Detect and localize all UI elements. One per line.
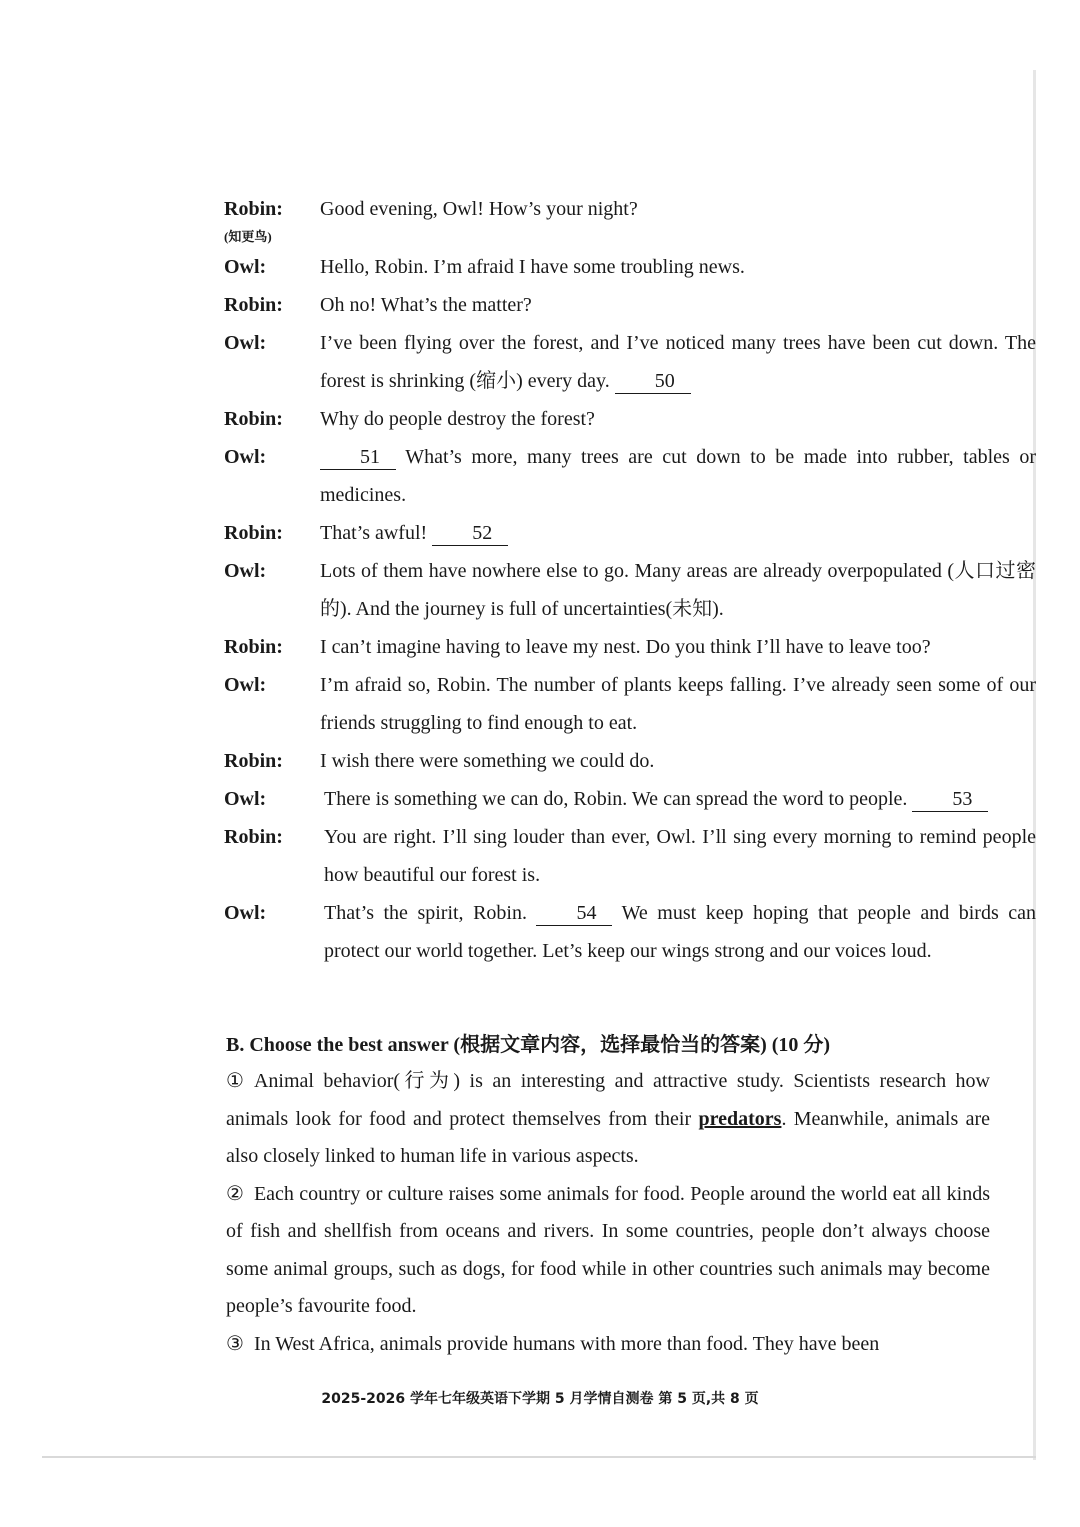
speaker-label: Owl:: [224, 788, 267, 810]
dialogue-turn: [224, 552, 1036, 628]
dialogue-turn: [224, 742, 1036, 780]
passage-paragraph-3: [226, 1326, 990, 1364]
line-text: That’s awful!: [320, 522, 428, 544]
line-text: I’ve been flying over the forest, and I’ve noticed many trees have been cut down. The forest is shrinking (缩小) every day.: [320, 332, 1036, 392]
line-text: There is something we can do, Robin. We can spread the word to people.: [324, 788, 908, 810]
blank-number: 52: [472, 522, 493, 544]
dialogue-turn: [224, 324, 1036, 400]
answer-blank-50[interactable]: [615, 369, 691, 394]
dialogue-line: Good evening, Owl! How’s your night?: [320, 198, 638, 220]
blank-number: 54: [576, 902, 597, 924]
paragraph-text: Each country or culture raises some animals for food. People around the world eat all kinds of fish and shellfish from oceans and rivers. In some countries, people don’t always choose some animal groups, such as dogs, for food while in other countries such animals may become people’s favourite food.: [226, 1182, 990, 1317]
speaker-label: Owl:: [224, 902, 267, 924]
dialogue-line: Lots of them have nowhere else to go. Many areas are already overpopulated (人口过密的). And the journey is full of uncertainties(未知).: [320, 560, 1036, 620]
line-text: What’s more, many trees are cut down to be made into rubber, tables or medicines.: [320, 446, 1036, 506]
page-footer: 2025-2026 学年七年级英语下学期 5 月学情自测卷 第 5 页,共 8 页: [321, 1391, 759, 1407]
dialogue-turn: [224, 514, 1036, 552]
section-b: [226, 1027, 990, 1363]
dialogue-line: Hello, Robin. I’m afraid I have some troubling news.: [320, 256, 745, 278]
speaker-note: (知更鸟): [224, 229, 272, 244]
paragraph-text: . Meanwhile, animals are also closely linked to human life in various aspects.: [226, 1107, 991, 1167]
speaker-label: Owl:: [224, 332, 267, 354]
speaker-label: Owl:: [224, 560, 267, 582]
dialogue-line: Oh no! What’s the matter?: [320, 294, 532, 316]
dialogue-line: You are right. I’ll sing louder than ever, Owl. I’ll sing every morning to remind people how beautiful our forest is.: [324, 826, 1036, 886]
blank-number: 51: [360, 446, 380, 468]
answer-blank-52[interactable]: [432, 521, 508, 546]
speaker-label: Robin:: [224, 826, 283, 848]
speaker-name: Robin:: [224, 198, 283, 220]
blank-number: 53: [952, 788, 973, 810]
speaker-label: Robin:: [224, 522, 283, 544]
speaker-label: Robin:: [224, 294, 283, 316]
dialogue-line: I’m afraid so, Robin. The number of plants keeps falling. I’ve already seen some of our friends struggling to find enough to eat.: [320, 674, 1036, 734]
passage-paragraph-2: [226, 1176, 990, 1326]
answer-blank-53[interactable]: [912, 787, 988, 812]
line-text: We must keep hoping that people and birds can protect our world together. Let’s keep our wings strong and our voices loud.: [324, 902, 1037, 962]
speaker-label: Robin:: [224, 408, 283, 430]
dialogue-turn: [224, 818, 1036, 894]
paragraph-number: ②: [226, 1182, 244, 1205]
dialogue-turn: [224, 438, 1036, 514]
speaker-label: [224, 190, 320, 248]
dialogue-turn: [224, 894, 1036, 970]
paragraph-number: ③: [226, 1332, 244, 1355]
dialogue-line: [320, 894, 1036, 970]
dialogue-turn: [224, 400, 1036, 438]
dialogue-turn: [224, 286, 1036, 324]
dialogue-line: I wish there were something we could do.: [320, 750, 655, 772]
paragraph-number: ①: [226, 1070, 244, 1092]
section-title: B. Choose the best answer (根据文章内容，选择最恰当的答案) (10 分): [226, 1034, 831, 1056]
dialogue-turn: [224, 190, 1036, 248]
dialogue-line: [320, 324, 1036, 400]
speaker-label: Owl:: [224, 256, 267, 278]
dialogue-line: Why do people destroy the forest?: [320, 408, 595, 430]
dialogue-line: [320, 438, 1036, 514]
dialogue: [224, 190, 1036, 970]
line-text: That’s the spirit, Robin.: [324, 902, 527, 924]
speaker-label: Owl:: [224, 446, 267, 468]
speaker-label: Robin:: [224, 636, 283, 658]
dialogue-line: [320, 514, 1036, 552]
speaker-label: Robin:: [224, 750, 283, 772]
answer-blank-54[interactable]: [536, 901, 612, 926]
page-edge-bottom: [42, 1456, 1036, 1458]
paragraph-text: Animal behavior(行为) is an interesting and attractive study. Scientists research how animals look for food and protect themselves from their: [226, 1070, 990, 1130]
dialogue-turn: [224, 666, 1036, 742]
speaker-label: Owl:: [224, 674, 267, 696]
paragraph-text: In West Africa, animals provide humans with more than food. They have been: [253, 1332, 880, 1355]
dialogue-turn: [224, 248, 1036, 286]
dialogue-line: I can’t imagine having to leave my nest. Do you think I’ll have to leave too?: [320, 636, 931, 658]
blank-number: 50: [654, 370, 675, 392]
answer-blank-51[interactable]: [320, 445, 396, 470]
dialogue-line: [320, 780, 1036, 818]
passage-paragraph-1: [226, 1063, 990, 1176]
dialogue-turn: [224, 780, 1036, 818]
underlined-word: predators: [698, 1107, 782, 1130]
dialogue-turn: [224, 628, 1036, 666]
